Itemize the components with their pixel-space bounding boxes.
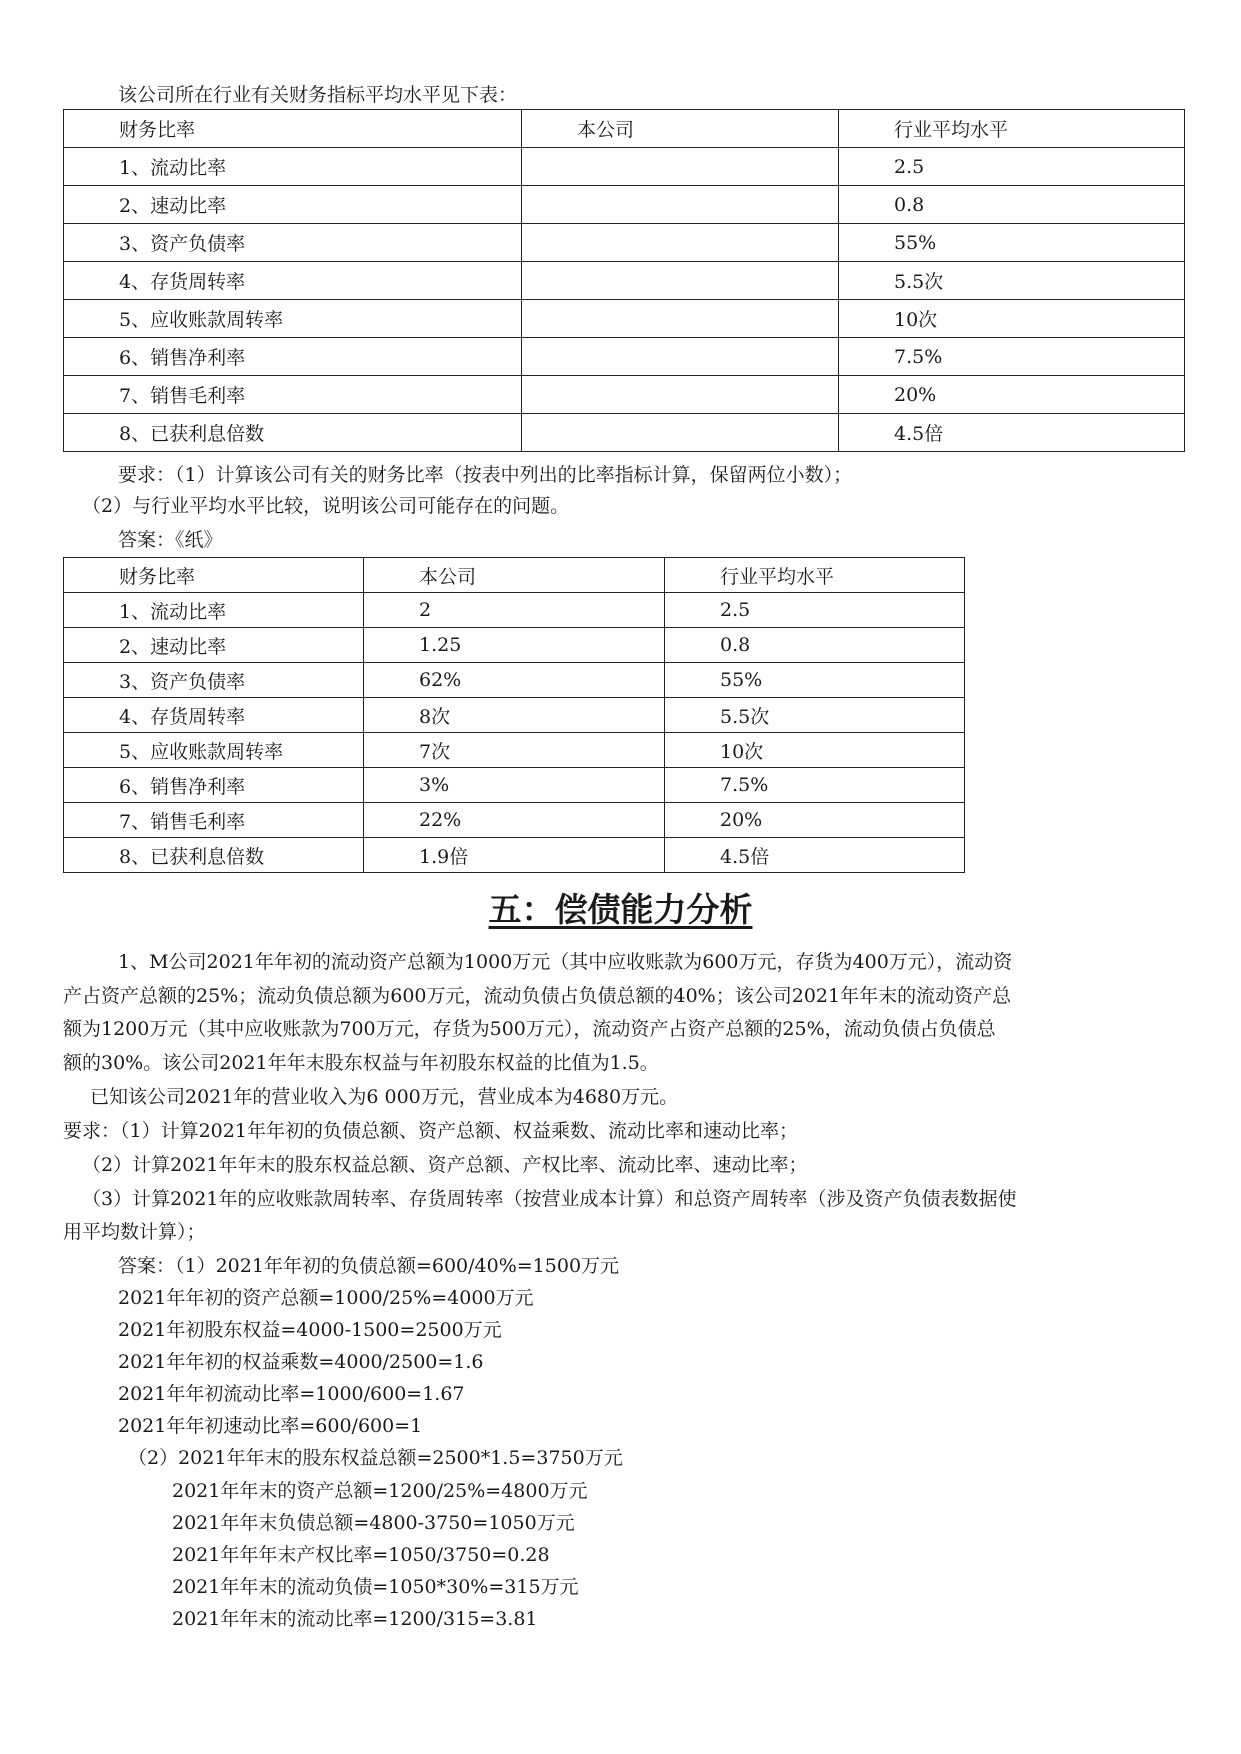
problem-line: 额为1200万元（其中应收账款为700万元，存货为500万元），流动资产占资产总额的25%，流动负债占负债总: [63, 1018, 996, 1040]
table-row: [64, 593, 965, 628]
answer-ratio-table: [63, 557, 965, 873]
header-company: 本公司: [364, 558, 665, 593]
industry-value: 4.5倍: [665, 838, 965, 873]
ratio-name: 1、流动比率: [64, 593, 364, 628]
ratio-name: 7、销售毛利率: [64, 803, 364, 838]
industry-value: 7.5%: [665, 768, 965, 803]
ratio-name: 6、销售净利率: [64, 768, 364, 803]
problem-line: （2）计算2021年年末的股东权益总额、资产总额、产权比率、流动比率、速动比率；: [82, 1154, 808, 1176]
table-row: [64, 300, 1185, 338]
industry-value: 55%: [665, 663, 965, 698]
ratio-name: 4、存货周转率: [64, 262, 522, 300]
company-value: 62%: [364, 663, 665, 698]
company-value: [522, 186, 839, 224]
answer-line: （2）2021年年末的股东权益总额=2500*1.5=3750万元: [128, 1447, 623, 1469]
industry-value: 5.5次: [839, 262, 1185, 300]
ratio-name: 4、存货周转率: [64, 698, 364, 733]
table-row: [64, 663, 965, 698]
problem-line: （3）计算2021年的应收账款周转率、存货周转率（按营业成本计算）和总资产周转率（涉及资产负债表数据使: [82, 1188, 1017, 1210]
requirement-2: （2）与行业平均水平比较，说明该公司可能存在的问题。: [82, 495, 570, 517]
company-value: [522, 338, 839, 376]
company-value: 3%: [364, 768, 665, 803]
answer-line: 2021年年末的流动负债=1050*30%=315万元: [172, 1576, 579, 1598]
answer-line: 2021年年末的流动比率=1200/315=3.81: [172, 1608, 538, 1630]
company-value: 8次: [364, 698, 665, 733]
answer-line: 2021年初股东权益=4000-1500=2500万元: [118, 1319, 502, 1341]
table-row: [64, 803, 965, 838]
table-row: [64, 414, 1185, 452]
industry-value: 10次: [665, 733, 965, 768]
company-value: [522, 148, 839, 186]
company-value: [522, 262, 839, 300]
industry-value: 7.5%: [839, 338, 1185, 376]
header-company: 本公司: [522, 110, 839, 148]
ratio-name: 3、资产负债率: [64, 224, 522, 262]
table-row: [64, 768, 965, 803]
table-row: [64, 698, 965, 733]
company-value: [522, 414, 839, 452]
problem-line: 产占资产总额的25%；流动负债总额为600万元，流动负债占负债总额的40%；该公司2021年年末的流动资产总: [63, 985, 1012, 1007]
ratio-name: 8、已获利息倍数: [64, 838, 364, 873]
industry-value: 5.5次: [665, 698, 965, 733]
industry-value: 0.8: [839, 186, 1185, 224]
table-header-row: [64, 558, 965, 593]
table-row: [64, 733, 965, 768]
table-row: [64, 224, 1185, 262]
ratio-name: 2、速动比率: [64, 186, 522, 224]
industry-ratio-table: [63, 109, 1185, 452]
header-industry: 行业平均水平: [665, 558, 965, 593]
company-value: 7次: [364, 733, 665, 768]
ratio-name: 2、速动比率: [64, 628, 364, 663]
company-value: 22%: [364, 803, 665, 838]
problem-line: 用平均数计算）；: [63, 1221, 206, 1243]
industry-value: 20%: [839, 376, 1185, 414]
industry-value: 2.5: [665, 593, 965, 628]
company-value: [522, 300, 839, 338]
company-value: 1.25: [364, 628, 665, 663]
industry-value: 2.5: [839, 148, 1185, 186]
problem-line: 1、M公司2021年年初的流动资产总额为1000万元（其中应收账款为600万元，存货为400万元），流动资: [118, 951, 1013, 973]
header-ratio: 财务比率: [64, 110, 522, 148]
table-header-row: [64, 110, 1185, 148]
ratio-name: 8、已获利息倍数: [64, 414, 522, 452]
answer-line: 2021年年末负债总额=4800-3750=1050万元: [172, 1512, 575, 1534]
answer-line: 2021年年末的资产总额=1200/25%=4800万元: [172, 1480, 588, 1502]
table-row: [64, 838, 965, 873]
intro-text: 该公司所在行业有关财务指标平均水平见下表：: [118, 84, 518, 106]
ratio-name: 6、销售净利率: [64, 338, 522, 376]
answer-label: 答案：《纸》: [118, 529, 223, 551]
answer-line: 2021年年年末产权比率=1050/3750=0.28: [172, 1544, 550, 1566]
ratio-name: 7、销售毛利率: [64, 376, 522, 414]
industry-value: 4.5倍: [839, 414, 1185, 452]
table-row: [64, 262, 1185, 300]
table-row: [64, 186, 1185, 224]
answer-line: 2021年年初流动比率=1000/600=1.67: [118, 1383, 465, 1405]
table-row: [64, 148, 1185, 186]
header-ratio: 财务比率: [64, 558, 364, 593]
problem-line: 已知该公司2021年的营业收入为6 000万元，营业成本为4680万元。: [90, 1086, 679, 1108]
company-value: [522, 224, 839, 262]
answer-line: 2021年年初的资产总额=1000/25%=4000万元: [118, 1287, 534, 1309]
industry-value: 20%: [665, 803, 965, 838]
table-row: [64, 628, 965, 663]
answer-line: 2021年年初的权益乘数=4000/2500=1.6: [118, 1351, 484, 1373]
ratio-name: 1、流动比率: [64, 148, 522, 186]
ratio-name: 5、应收账款周转率: [64, 300, 522, 338]
table-row: [64, 376, 1185, 414]
ratio-name: 5、应收账款周转率: [64, 733, 364, 768]
company-value: 2: [364, 593, 665, 628]
industry-value: 0.8: [665, 628, 965, 663]
industry-value: 10次: [839, 300, 1185, 338]
header-industry: 行业平均水平: [839, 110, 1185, 148]
ratio-name: 3、资产负债率: [64, 663, 364, 698]
company-value: 1.9倍: [364, 838, 665, 873]
table-row: [64, 338, 1185, 376]
answer-line: 2021年年初速动比率=600/600=1: [118, 1415, 423, 1437]
industry-value: 55%: [839, 224, 1185, 262]
answer-line: 答案：（1）2021年年初的负债总额=600/40%=1500万元: [118, 1255, 620, 1277]
section-title: 五：偿债能力分析: [488, 890, 753, 929]
problem-line: 要求：（1）计算2021年年初的负债总额、资产总额、权益乘数、流动比率和速动比率；: [63, 1120, 798, 1142]
requirement-1: 要求：（1）计算该公司有关的财务比率（按表中列出的比率指标计算，保留两位小数）；: [118, 464, 853, 486]
company-value: [522, 376, 839, 414]
problem-line: 额的30%。该公司2021年年末股东权益与年初股东权益的比值为1.5。: [63, 1052, 659, 1074]
